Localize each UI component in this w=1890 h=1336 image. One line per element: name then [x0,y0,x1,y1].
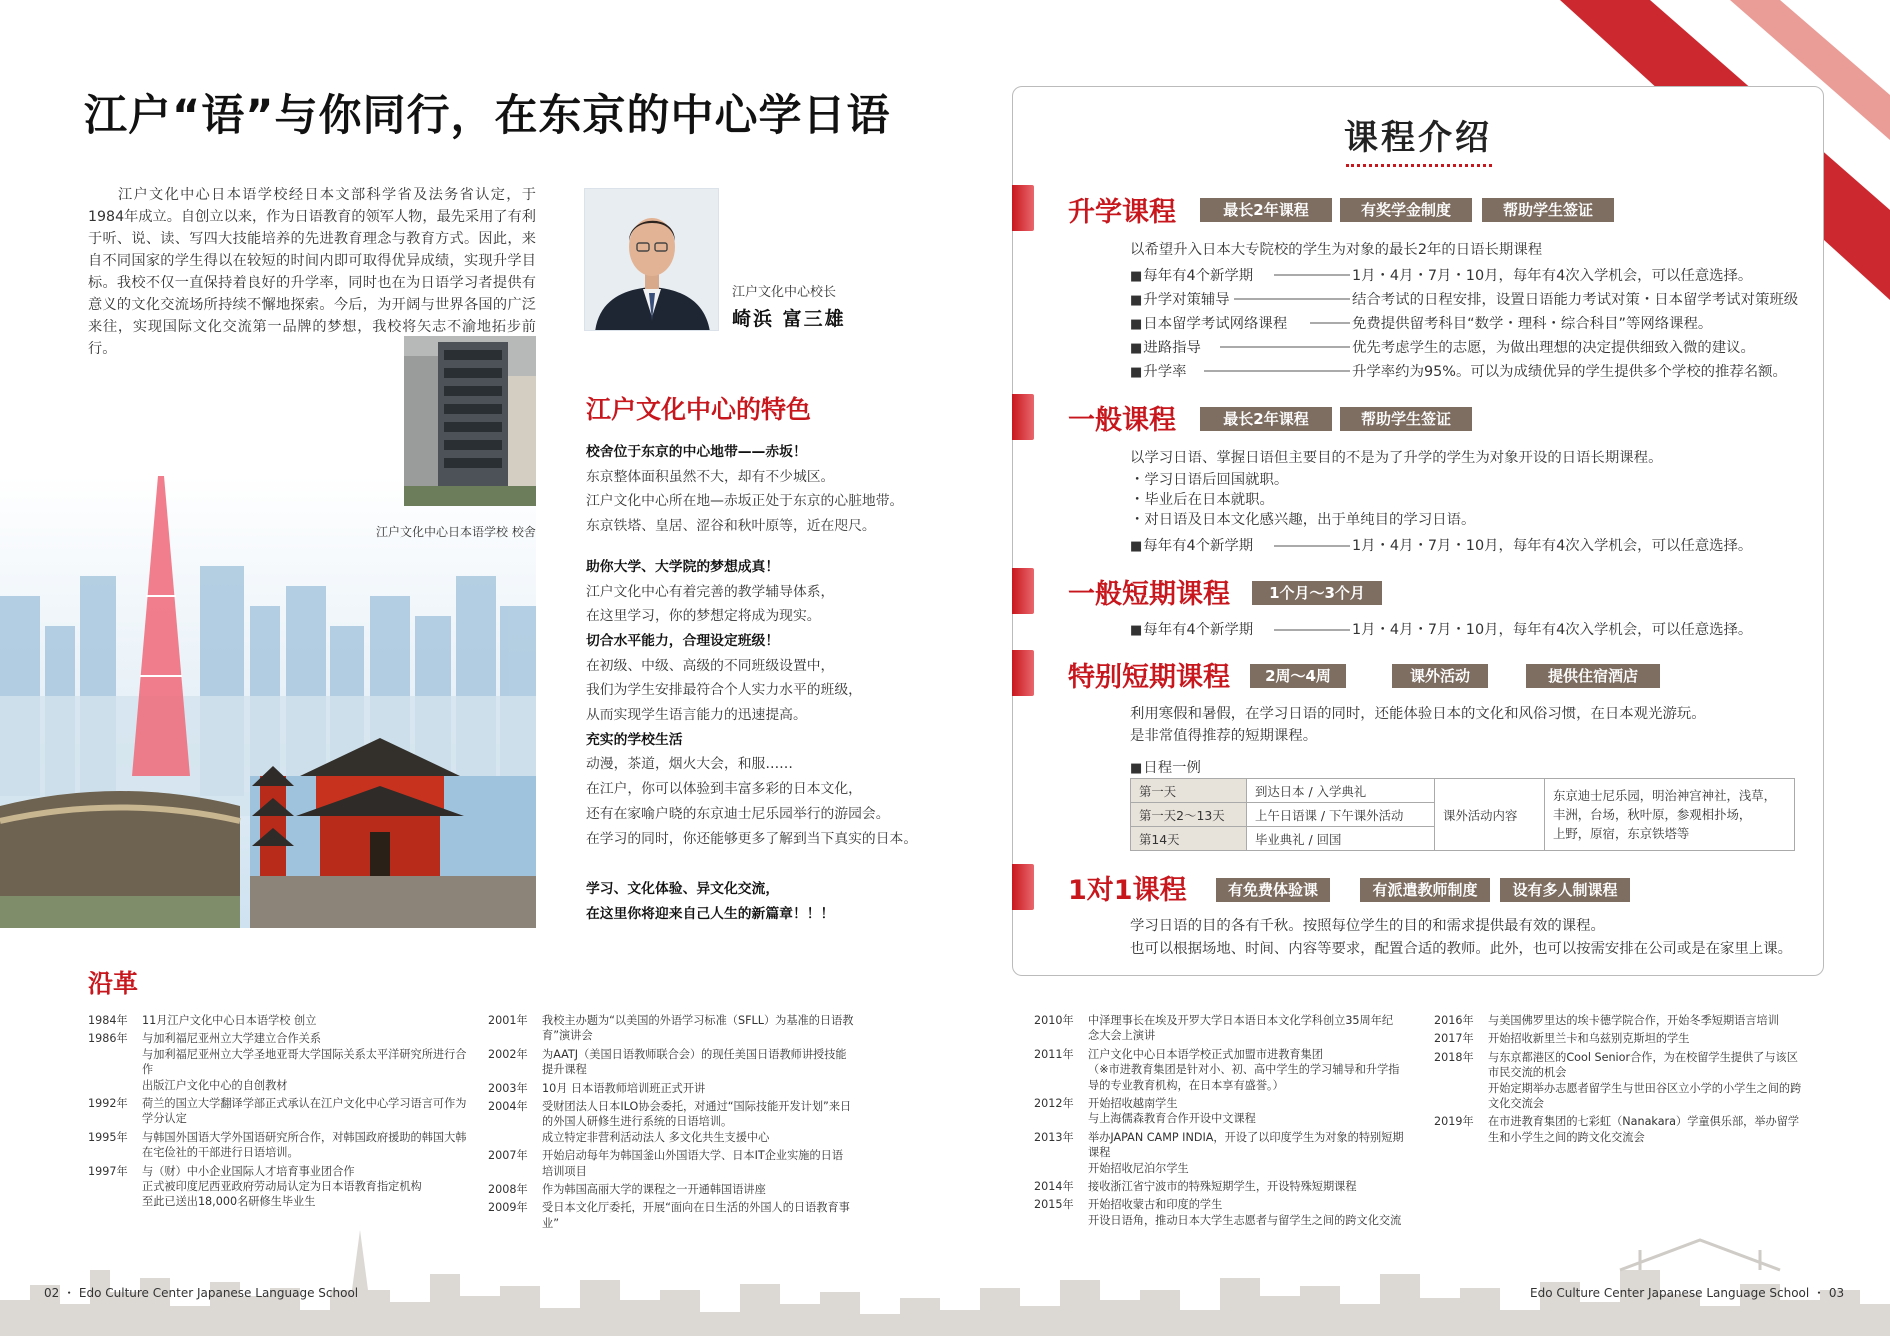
feature-title: 校舍位于东京的中心地带——赤坂！ [586,444,807,460]
history-year: 1997年 [88,1164,128,1178]
history-text: 中泽理事长在埃及开罗大学日本语日本文化学科创立35周年纪念大会上演讲 [1088,1014,1394,1043]
feature-line: 从而实现学生语言能力的迅速提高。 [586,707,807,724]
feature-line: 动漫，茶道，烟火大会，和服…… [586,756,793,773]
bullet-line: ・毕业后在日本就职。 [1130,492,1274,508]
history-text: 作为韩国高丽大学的课程之一开通韩国语讲座 [542,1183,766,1197]
history-year: 2011年 [1034,1047,1074,1061]
history-text: 接收浙江省宁波市的特殊短期学生，开设特殊短期课程 [1088,1180,1357,1194]
tag: 提供住宿酒店 [1526,664,1660,688]
section-intro: 以学习日语、掌握日语但主要目的不是为了升学的学生为对象开设的日语长期课程。 [1130,450,1663,466]
features-heading: 江户文化中心的特色 [586,395,812,424]
tag: 有免费体验课 [1216,878,1330,902]
history-year: 1992年 [88,1097,128,1111]
schedule-content: 毕业典礼 / 回国 [1247,827,1435,851]
bullet-line: ・学习日语后回国就职。 [1130,472,1289,488]
red-bar-icon [1012,864,1034,910]
history-text: 11月江户文化中心日本语学校 创立 [142,1014,317,1027]
history-year: 2019年 [1434,1115,1474,1129]
left-page-footer: 02 ・ Edo Culture Center Japanese Language School [44,1286,359,1300]
history-text: 受日本文化厅委托，开展“面向在日生活的外国人的日语教育事业” [542,1201,850,1230]
item-label: ■ 进路指导 [1130,336,1201,357]
history-year: 2018年 [1434,1050,1474,1064]
item-desc: 升学率约为95%。可以为成绩优异的学生提供多个学校的推荐名额。 [1352,364,1787,380]
feature-line: 江户文化中心有着完善的教学辅导体系， [586,583,835,600]
tag: 2周～4周 [1250,664,1346,688]
history-text: 举办JAPAN CAMP INDIA，开设了以印度学生为对象的特别短期课程 开始招收尼泊尔学生 [1088,1130,1404,1175]
city-skyline-illustration [0,1230,1890,1336]
tag: 有派遣教师制度 [1360,878,1490,902]
history-year: 2007年 [488,1149,528,1163]
history-text: 与韩国外国语大学外国语研究所合作，对韩国政府援助的韩国大韩在宅俭社的干部进行日语培训。 [142,1130,467,1160]
building-caption: 江户文化中心日本语学校 校舍 [376,525,536,539]
tag: 有奖学金制度 [1340,198,1472,222]
history-text: 开始招收蒙古和印度的学生 开设日语角，推动日本大学生志愿者与留学生之间的跨文化交流 [1088,1198,1402,1227]
school-building-photo [404,336,536,506]
bullet-line: ・对日语及日本文化感兴趣，出于单纯目的学习日语。 [1130,512,1476,528]
history-entry [1434,1031,1806,1046]
history-entry [488,1047,854,1078]
feature-line: 在这里学习，你的梦想定将成为现实。 [586,608,821,625]
history-column-1 [88,1013,468,1213]
history-entry [488,1013,854,1044]
item-label: ■ 每年有4个新学期 [1130,264,1253,285]
right-page-footer: Edo Culture Center Japanese Language School ・ 03 [1530,1286,1845,1300]
red-bar-icon [1012,568,1034,614]
section-intro: 以希望升入日本大专院校的学生为对象的最长2年的日语长期课程 [1130,242,1543,258]
tag: 帮助学生签证 [1482,198,1614,222]
course-box-heading: 课程介绍 [1344,118,1492,158]
history-year: 2015年 [1034,1198,1074,1212]
feature-line: 在初级、中级、高级的不同班级设置中， [586,657,835,674]
history-text: 开始启动每年为韩国釜山外国语大学、日本IT企业实施的日语培训项目 [542,1149,844,1178]
history-entry [488,1099,854,1145]
tag: 1个月～3个月 [1252,581,1382,605]
history-text: 10月 日本语教师培训班正式开讲 [542,1081,706,1095]
history-year: 1984年 [88,1014,128,1027]
history-text: 在市进教育集团的七彩虹（Nanakara）学童俱乐部，举办留学生和小学生之间的跨文化交流会 [1488,1115,1800,1144]
feature-line: 我们为学生安排最符合个人实力水平的班级， [586,682,862,699]
features-list [586,440,946,927]
history-year: 2002年 [488,1047,528,1061]
page-title: 江户“语”与你同行，在东京的中心学日语 [84,91,891,141]
schedule-activity-list: 东京迪士尼乐园，明治神宫神社，浅草， 丰洲，台场，秋叶原，参观相扑场， 上野，原宿，东京铁塔等 [1545,779,1795,851]
dash-leaders [1130,264,1350,384]
history-entry [488,1182,854,1197]
history-column-2 [488,1013,854,1234]
history-entry [1034,1096,1404,1127]
item-label: ■ 升学率 [1130,360,1186,381]
section-line: 学习日语的目的各有千秋。按照每位学生的目的和需求提供最有效的课程。 [1130,918,1605,934]
item-desc: 1月・4月・7月・10月，每年有4次入学机会，可以任意选择。 [1352,622,1753,638]
history-heading: 沿革 [88,969,139,998]
history-entry [1034,1130,1404,1176]
red-bar-icon [1012,650,1034,696]
tag: 帮助学生签证 [1340,407,1472,431]
principal-photo [584,188,719,331]
item-label: ■ 升学对策辅导 [1130,288,1230,309]
history-year: 2017年 [1434,1032,1474,1046]
dash-leader [1274,629,1350,631]
item-label: ■ 每年有4个新学期 [1130,618,1253,639]
history-text: 受财团法人日本ILO协会委托，对通过“国际技能开发计划”来日的外国人研修生进行系统的日语培训。 成立特定非营利活动法人 多文化共生支援中心 [542,1100,852,1144]
history-year: 2009年 [488,1201,528,1215]
section-title-yiban-short: 一般短期课程 [1068,579,1230,610]
schedule-table [1130,778,1795,851]
history-year: 2001年 [488,1014,528,1027]
history-text: 开始招收新里兰卡和乌兹别克斯坦的学生 [1488,1032,1690,1046]
feature-line: 东京整体面积虽然不大，却有不少城区。 [586,468,835,485]
schedule-activity-label: 课外活动内容 [1435,779,1545,851]
item-desc: 1月・4月・7月・10月，每年有4次入学机会，可以任意选择。 [1352,268,1753,284]
section-title-one-on-one: 1对1课程 [1068,875,1187,906]
history-text: 开始招收越南学生 与上海儒森教育合作开设中文课程 [1088,1097,1256,1126]
history-year: 2013年 [1034,1130,1074,1144]
feature-title: 切合水平能力，合理设定班级！ [586,632,780,649]
heading-dots-decoration [1346,164,1492,168]
section-line: 也可以根据场地、时间、内容等要求，配置合适的教师。此外，也可以按需安排在公司或是在家里上课。 [1130,941,1792,957]
history-text: 与加利福尼亚州立大学建立合作关系 与加利福尼亚州立大学圣地亚哥大学国际关系太平洋研究所进行合作 出版江户文化中心的自创教材 [142,1032,467,1092]
red-bar-icon [1012,394,1034,440]
feature-line: 还有在家喻户晓的东京迪士尼乐园举行的游园会。 [586,805,890,822]
history-year: 2003年 [488,1081,528,1095]
red-bar-icon [1012,185,1034,231]
tag: 设有多人制课程 [1500,878,1630,902]
history-year: 2004年 [488,1100,528,1114]
history-entry [88,1130,468,1161]
tokyo-city-collage [0,476,536,928]
feature-line: 在学习的同时，你还能够更多了解到当下真实的日本。 [586,830,918,847]
history-entry [88,1031,468,1093]
closing-line: 在这里你将迎来自己人生的新篇章！！！ [586,905,835,922]
history-entry [488,1148,854,1179]
schedule-day: 第一天2～13天 [1131,803,1247,827]
history-entry [1034,1013,1404,1044]
section-title-yiban: 一般课程 [1068,405,1176,436]
history-entry [88,1164,468,1210]
schedule-heading: ■ 日程一例 [1130,756,1201,777]
item-desc: 优先考虑学生的志愿，为做出理想的决定提供细致入微的建议。 [1352,340,1755,356]
section-title-tebie-short: 特别短期课程 [1068,662,1230,693]
feature-line: 东京铁塔、皇居、涩谷和秋叶原等，近在咫尺。 [586,518,876,535]
history-year: 1995年 [88,1130,128,1144]
history-text: 与美国佛罗里达的埃卡德学院合作，开始冬季短期语言培训 [1488,1014,1779,1027]
principal-name: 崎浜 富三雄 [732,308,846,330]
history-entry [1434,1114,1806,1145]
intro-paragraph: 江户文化中心日本语学校经日本文部科学省及法务省认定，于1984年成立。自创立以来，作为日语教育的领军人物，最先采用了有利于听、说、读、写四大技能培养的先进教育理念与教育方式。因此，来自不同国家的学生得以在较短的时间内即可取得优异成绩，实现升学目标。我校不仅一直保持着良好的升学率，同时也在为日语学习者提供有意义的文化交流场所持续不懈地探索。今后，为开阔与世界各国的广泛来往，实现国际文化交流第一品牌的梦想，我校将矢志不渝地拓步前行。 [88,187,536,357]
feature-line: 在江户，你可以体验到丰富多彩的日本文化， [586,781,862,798]
feature-title: 充实的学校生活 [586,731,683,748]
history-text: 为AATJ（美国日语教师联合会）的现任美国日语教师讲授技能提升课程 [542,1047,847,1077]
history-entry [1034,1197,1404,1228]
history-entry [1434,1050,1806,1112]
history-entry [488,1081,854,1096]
history-text: 荷兰的国立大学翻译学部正式承认在江户文化中心学习语言可作为学分认定 [142,1097,467,1126]
feature-title: 助你大学、大学院的梦想成真！ [586,558,780,575]
tag: 课外活动 [1392,664,1488,688]
history-year: 1986年 [88,1032,128,1046]
section-line: 是非常值得推荐的短期课程。 [1130,728,1318,744]
history-text: 江户文化中心日本语学校正式加盟市进教育集团 （※市进教育集团是针对小、初、高中学生的学习辅导和升学指导的专业教育机构，在日本享有盛誉。） [1088,1047,1400,1092]
item-label: ■ 每年有4个新学期 [1130,534,1253,555]
history-year: 2010年 [1034,1014,1074,1027]
schedule-content: 到达日本 / 入学典礼 [1247,779,1435,803]
history-column-4 [1434,1013,1806,1148]
feature-line: 江户文化中心所在地—赤坂正处于东京的心脏地带。 [586,493,904,510]
principal-title: 江户文化中心校长 [732,285,837,300]
history-year: 2012年 [1034,1097,1074,1111]
history-entry [88,1013,468,1028]
schedule-day: 第一天 [1131,779,1247,803]
item-label: ■ 日本留学考试网络课程 [1130,312,1287,333]
history-text: 与（财）中小企业国际人才培育事业团合作 正式被印度尼西亚政府劳动局认定为日本语教育指定机构 至此已送出18,000名研修生毕业生 [142,1164,422,1209]
item-desc: 结合考试的日程安排，设置日语能力考试对策・日本留学考试对策班级 [1352,292,1799,308]
tag: 最长2年课程 [1200,198,1332,222]
history-text: 与东京都港区的Cool Senior合作，为在校留学生提供了与该区市民交流的机会 开始定期举办志愿者留学生与世田谷区立小学的小学生之间的跨文化交流会 [1488,1050,1802,1111]
history-entry [488,1200,854,1231]
schedule-content: 上午日语课 / 下午课外活动 [1247,803,1435,827]
tag: 最长2年课程 [1200,407,1332,431]
closing-line: 学习、文化体验、异文化交流， [586,881,780,898]
history-entry [1034,1179,1404,1194]
schedule-day: 第14天 [1131,827,1247,851]
history-entry [1434,1013,1806,1028]
history-entry [88,1096,468,1127]
history-text: 我校主办题为“以美国的外语学习标准（SFLL）为基准的日语教育”演讲会 [542,1014,854,1043]
section-title-shengxue: 升学课程 [1068,197,1176,228]
history-entry [1034,1047,1404,1093]
history-column-3 [1034,1013,1404,1231]
history-year: 2016年 [1434,1014,1474,1027]
item-desc: 免费提供留考科目“数学・理科・综合科目”等网络课程。 [1352,316,1713,332]
history-year: 2008年 [488,1183,528,1197]
dash-leader [1274,545,1350,547]
item-desc: 1月・4月・7月・10月，每年有4次入学机会，可以任意选择。 [1352,538,1753,554]
section-line: 利用寒假和暑假，在学习日语的同时，还能体验日本的文化和风俗习惯，在日本观光游玩。 [1130,706,1706,722]
history-year: 2014年 [1034,1180,1074,1194]
